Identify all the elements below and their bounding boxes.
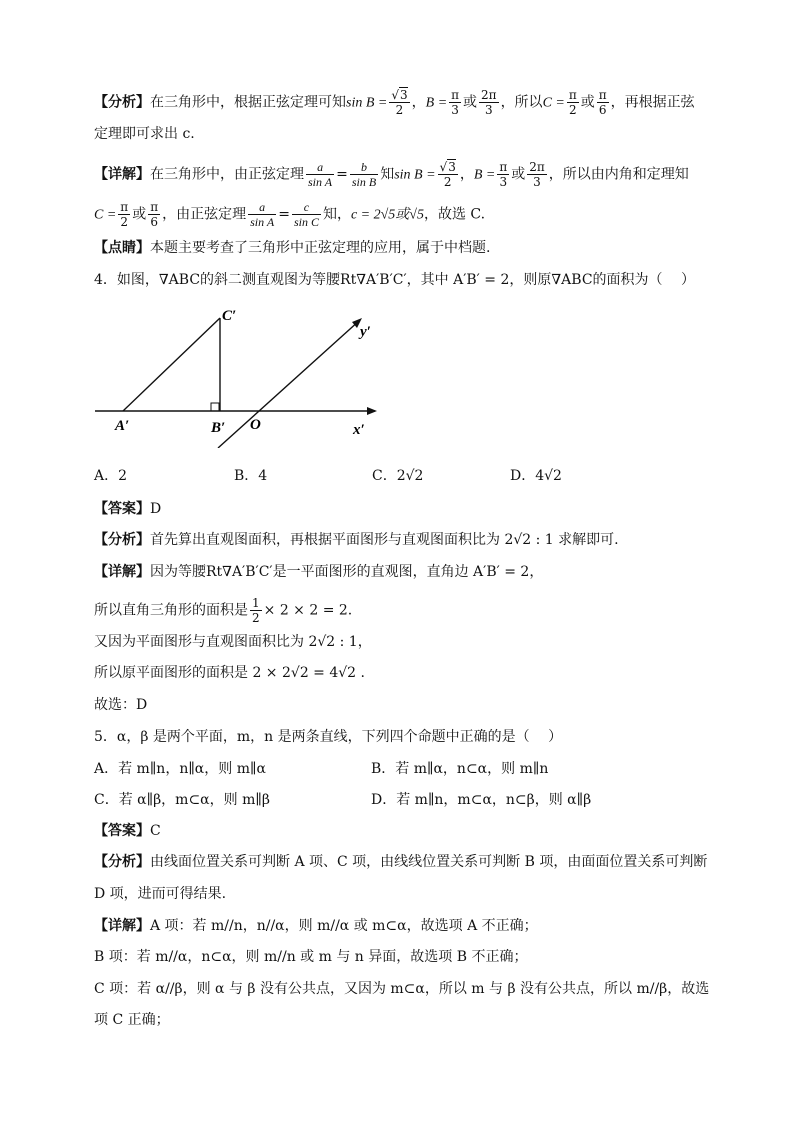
q3-comment: 【点睛】本题主要考查了三角形中正弦定理的应用，属于中档题. (94, 240, 491, 256)
fraction-2pi-over-3: $\frac{2\pi}{3}$ (481, 88, 497, 117)
fraction-sqrt3-over-2: $\frac{√3}{2}$ (391, 88, 408, 117)
right-angle-mark (211, 403, 219, 411)
comment-tag: 【点睛】 (94, 240, 150, 256)
label-y-prime: y′ (360, 324, 371, 340)
q4-detail-line2: 所以直角三角形的面积是 $\frac{1}{2}$ × 2 × 2 = 2. (94, 596, 353, 625)
x-axis-arrow (367, 407, 377, 415)
q5-option-b: B．若 m∥α，n⊂α，则 m∥n (371, 761, 549, 777)
oblique-projection-figure (90, 308, 390, 448)
q4-answer: 【答案】D (94, 501, 162, 517)
detail-tag: 【详解】 (94, 166, 150, 183)
fraction-pi-over-2: $\frac{\pi}{2}$ (568, 88, 577, 117)
fraction-pi-over-3: $\frac{\pi}{3}$ (451, 88, 460, 117)
q5-option-a: A．若 m∥n，n∥α，则 m∥α (94, 761, 266, 777)
q3-analysis-line1: 【分析】在三角形中，根据正弦定理可知sin B = $\frac{√3}{2}$ ，B = $\frac{\pi}{3}$ 或 $\frac{2\pi}{3}$ ，所以C = $\frac{\pi}{2}$ 或 $\frac{\pi}{6}$ ，再根据正弦 (94, 88, 695, 117)
q5-answer: 【答案】C (94, 823, 161, 839)
q5-detail-c2: 项 C 正确； (94, 1012, 170, 1028)
q5-option-c: C．若 α∥β，m⊂α，则 m∥β (94, 792, 270, 808)
q4-option-d: D．4√2 (510, 468, 562, 484)
analysis-tag: 【分析】 (94, 94, 150, 111)
segment-a-c (123, 318, 220, 411)
label-o: O (250, 417, 261, 433)
q4-option-a: A．2 (94, 468, 128, 484)
q5-analysis-line1: 【分析】由线面位置关系可判断 A 项、C 项，由线线位置关系可判断 B 项，由面面位置关系可判断 (94, 854, 708, 870)
q5-stem: 5．α，β 是两个平面，m，n 是两条直线，下列四个命题中正确的是（ ） (94, 729, 563, 745)
q5-analysis-line2: D 项，进而可得结果. (94, 886, 227, 902)
fraction-pi-over-6: $\frac{\pi}{6}$ (598, 88, 607, 117)
y-axis (218, 320, 360, 448)
label-a-prime: A′ (115, 418, 130, 434)
q3-detail-line2: C = $\frac{\pi}{2}$ 或 $\frac{\pi}{6}$ ，由正弦定理 $\frac{a}{\text{sin A}}$ = $\frac{c}{\text{sin C}}$ 知，c = 2√5或√5，故选 C. (94, 200, 486, 229)
q4-stem: 4．如图，∇ABC的斜二测直观图为等腰Rt∇A′B′C′，其中 A′B′ = 2，则原∇ABC的面积为（ ） (94, 272, 695, 288)
label-b-prime: B′ (211, 420, 226, 436)
q5-detail-a: 【详解】A 项：若 m//n，n//α，则 m//α 或 m⊂α，故选项 A 不正确； (94, 918, 538, 934)
q3-detail-line1: 【详解】在三角形中，由正弦定理 $\frac{a}{\text{sin A}}$ = $\frac{b}{\text{sin B}}$ 知sin B = $\frac{√3}{2}$ ，B = $\frac{\pi}{3}$ 或 $\frac{2\pi}{3}$ ，所以由内角和定理知 (94, 160, 689, 189)
q4-detail-line4: 所以原平面图形的面积是 2 × 2√2 = 4√2 . (94, 665, 365, 681)
q5-detail-b: B 项：若 m//α，n⊂α，则 m//n 或 m 与 n 异面，故选项 B 不正确； (94, 949, 528, 965)
q4-option-c: C．2√2 (372, 468, 424, 484)
label-x-prime: x′ (353, 422, 365, 438)
q4-analysis: 【分析】首先算出直观图面积，再根据平面图形与直观图面积比为 2√2 : 1 求解即可. (94, 532, 619, 548)
q4-detail-line1: 【详解】因为等腰Rt∇A′B′C′是一平面图形的直观图，直角边 A′B′ = 2， (94, 564, 544, 580)
q4-detail-line3: 又因为平面图形与直观图面积比为 2√2 : 1， (94, 634, 372, 650)
q5-detail-c1: C 项：若 α//β，则 α 与 β 没有公共点，又因为 m⊂α，所以 m 与 β 没有公共点，所以 m//β，故选 (94, 981, 710, 997)
q5-option-d: D．若 m∥n，m⊂α，n⊂β，则 α∥β (371, 792, 592, 808)
q3-analysis-line2: 定理即可求出 c. (94, 126, 195, 142)
q4-detail-line5: 故选：D (94, 697, 148, 713)
label-c-prime: C′ (222, 308, 237, 324)
q4-option-b: B．4 (234, 468, 268, 484)
